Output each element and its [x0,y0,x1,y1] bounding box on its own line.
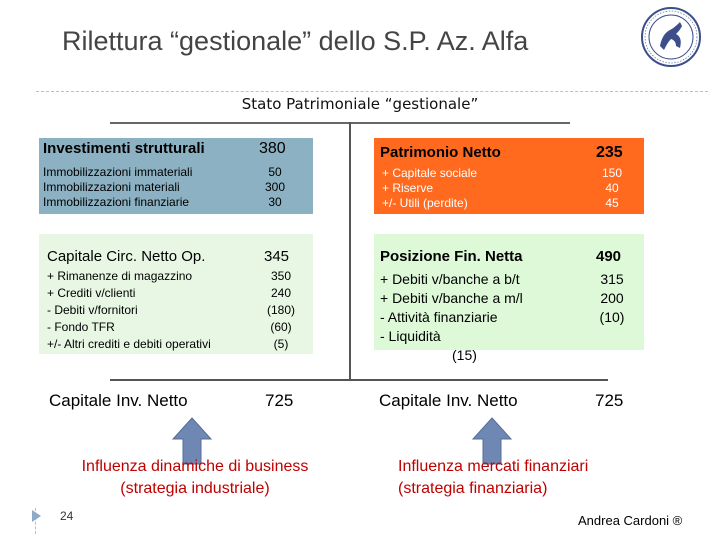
pfn-values [590,270,634,327]
invest-item: Immobilizzazioni materiali [43,180,180,194]
influence-left-line: Influenza dinamiche di business [81,458,309,475]
pn-item-value: 45 [605,196,619,210]
ccn-item-value: (180) [266,303,295,317]
page-number: 24 [60,509,74,523]
author: Andrea Cardoni ® [578,513,683,528]
ccn-value: 345 [264,248,290,265]
influence-right-line: Influenza mercati finanziari [398,458,589,475]
ccn-title: Capitale Circ. Netto Op. [47,248,206,265]
pfn-item-value: (10) [599,309,625,325]
ccn-item-value: (5) [273,337,289,351]
pn-item: + Riserve [382,181,434,195]
influence-right-line: (strategia finanziaria) [398,480,548,497]
pn-values [592,166,632,211]
influence-left-line: (strategia industriale) [120,480,270,497]
ccn-item-value: 350 [270,269,292,283]
cin-left-label: Capitale Inv. Netto [49,391,188,410]
ccn-item-value: 240 [270,286,292,300]
ccn-box [39,234,313,354]
cin-right-label: Capitale Inv. Netto [379,391,518,410]
invest-items [43,165,192,210]
pfn-title: Posizione Fin. Netta [380,248,523,265]
pn-item-value: 40 [605,181,619,195]
pfn-item-value: 200 [600,290,624,306]
ccn-values [259,268,303,353]
cin-right-value: 725 [595,391,624,410]
invest-value: 380 [259,140,286,157]
pfn-value: 490 [596,248,622,265]
pfn-item: - Liquidità [380,328,441,344]
invest-title: Investimenti strutturali [43,140,205,157]
invest-values [255,165,295,210]
invest-item-value: 50 [268,165,282,179]
pn-item: + Capitale sociale [382,166,478,180]
top-divider [36,91,708,92]
invest-item: Immobilizzazioni finanziarie [43,195,190,209]
balance-center-line [349,122,351,380]
ccn-item: +/- Altri crediti e debiti operativi [47,337,211,351]
invest-item: Immobilizzazioni immateriali [43,165,193,179]
pfn-item-value: 315 [600,271,624,287]
invest-item-value: 30 [268,195,282,209]
ccn-item: - Fondo TFR [47,320,115,334]
influence-left [40,456,350,500]
cin-left-value: 725 [265,391,294,410]
pn-value: 235 [596,144,623,161]
subtitle: Stato Patrimoniale “gestionale” [241,95,479,113]
university-seal-icon [640,6,702,68]
pfn-item: + Debiti v/banche a b/t [380,271,520,287]
triangle-bullet-icon [32,510,41,522]
pn-box [374,138,644,214]
pn-item-value: 150 [601,166,623,180]
ccn-item-value: (60) [270,320,292,334]
balance-top-line [110,122,570,124]
pfn-item: - Attività finanziarie [380,309,498,325]
balance-bottom-line [110,379,608,381]
ccn-item: - Debiti v/fornitori [47,303,138,317]
pn-title: Patrimonio Netto [380,144,501,161]
page-title: Rilettura “gestionale” dello S.P. Az. Alfa [62,26,529,56]
ccn-item: + Crediti v/clienti [47,286,136,300]
pn-items [382,166,477,211]
invest-box [39,138,313,214]
pfn-item: + Debiti v/banche a m/l [380,290,523,306]
pfn-items [380,270,523,346]
influence-right [398,456,658,500]
ccn-item: + Rimanenze di magazzino [47,269,193,283]
invest-item-value: 300 [264,180,286,194]
pfn-box [374,234,644,363]
pn-item: +/- Utili (perdite) [382,196,468,210]
pfn-liquidity-value: (15) [452,347,477,363]
ccn-items [47,268,211,353]
